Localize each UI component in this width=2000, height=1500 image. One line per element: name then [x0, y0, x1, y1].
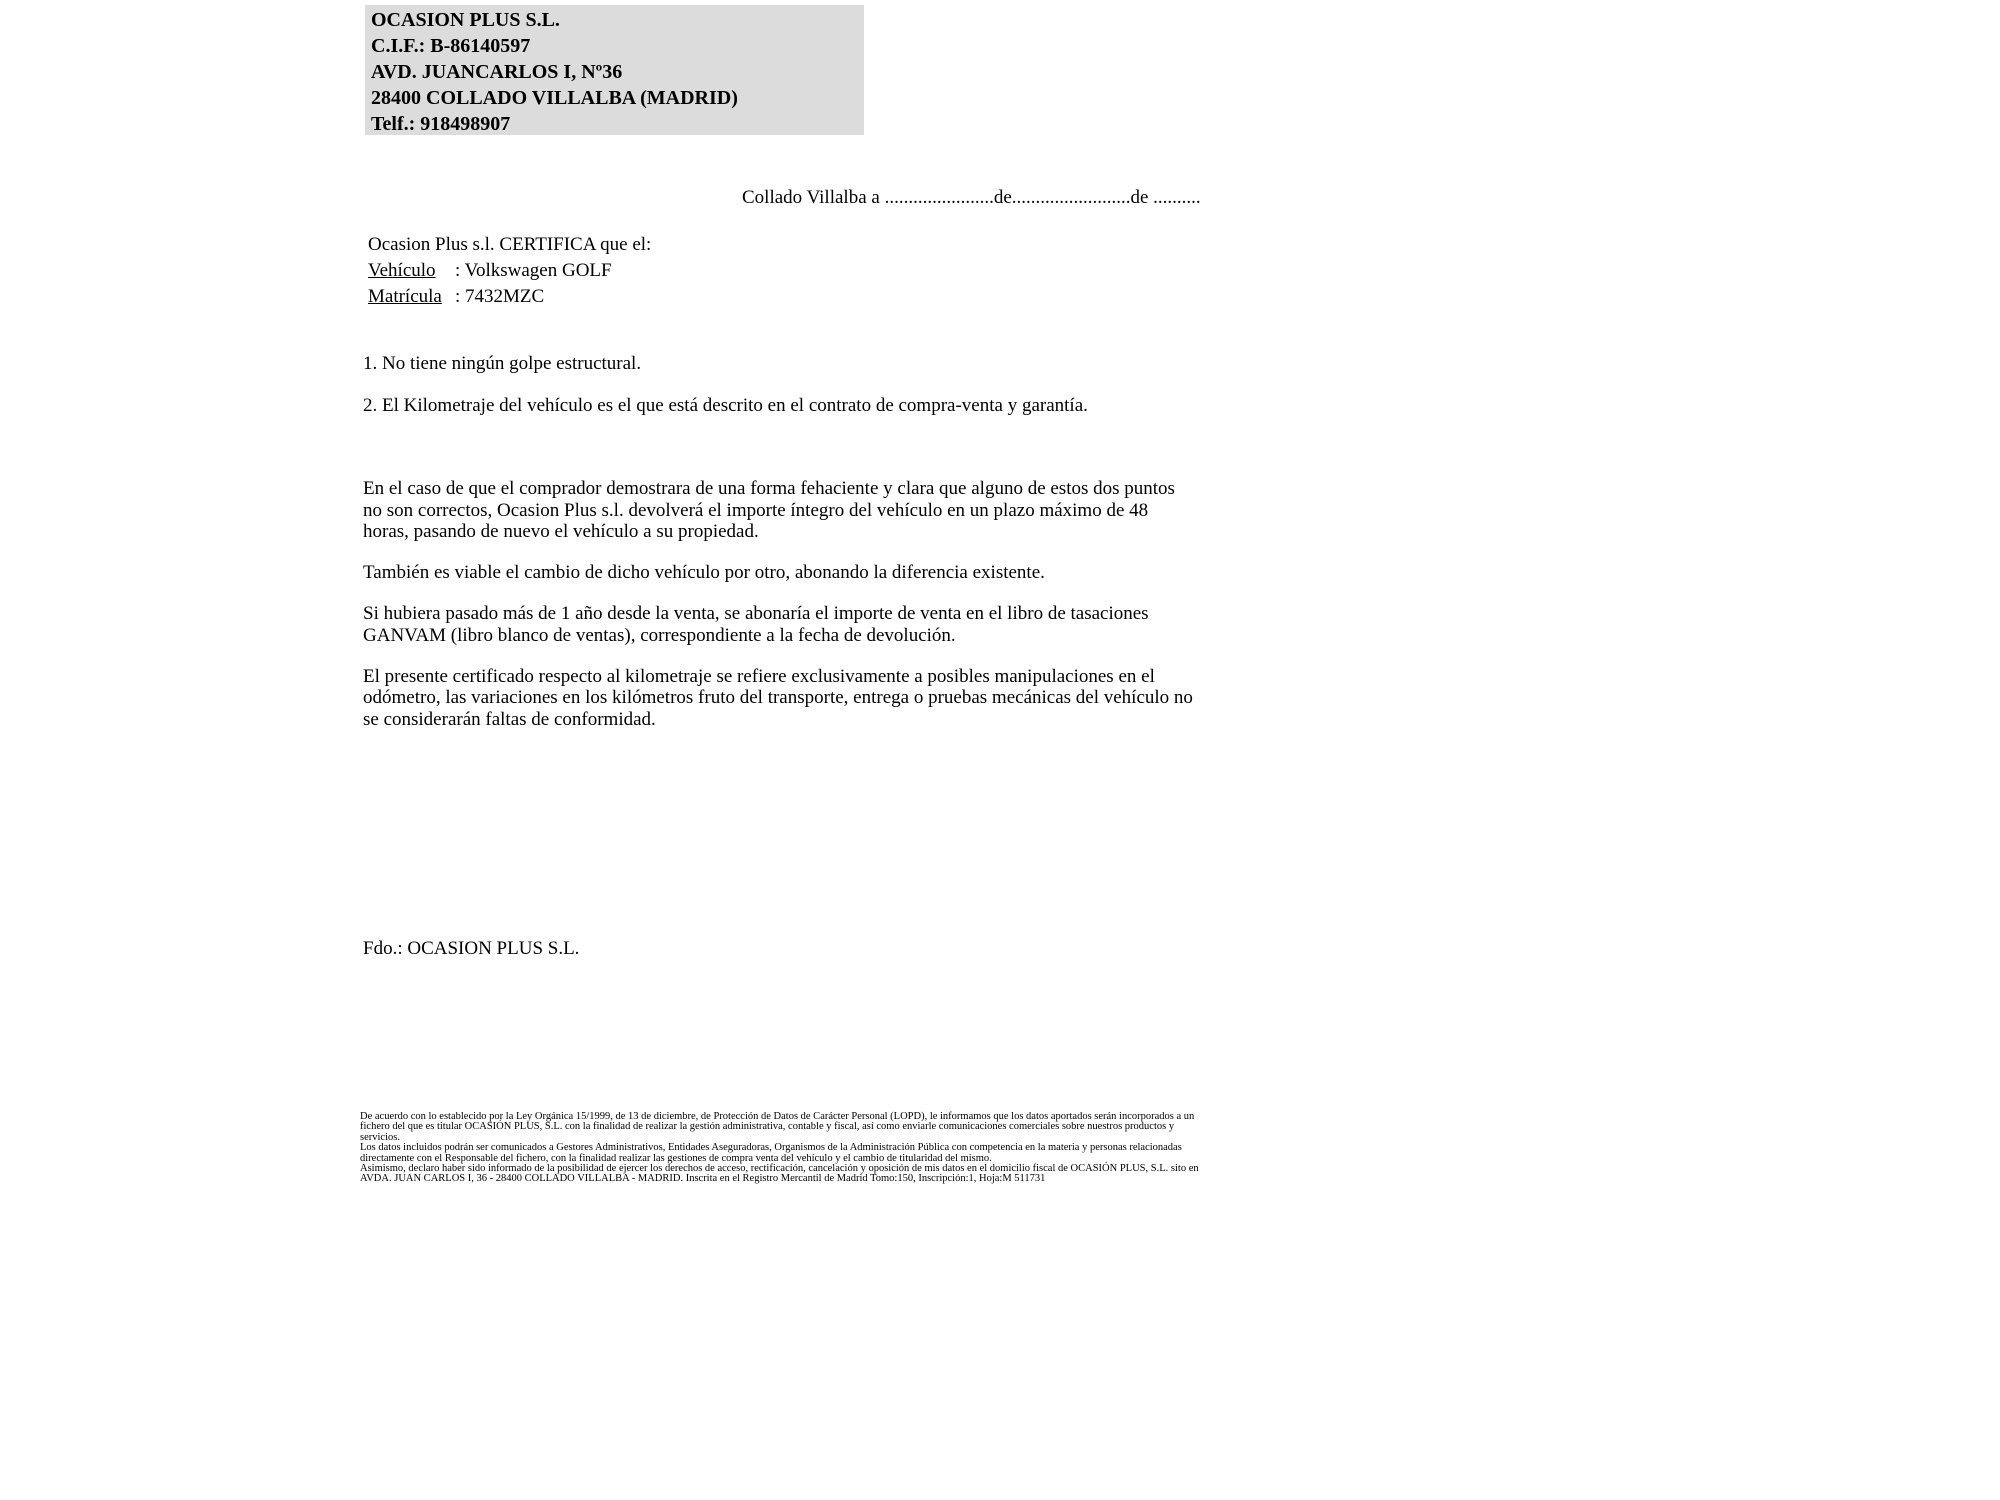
footer-lopd-notice: De acuerdo con lo establecido por la Ley Orgánica 15/1999, de 13 de diciembre, de Protección de Datos de Carácter Personal (LOPD), le informamos que los datos aportados serán incorporados a un fichero del que es titular OCASIÓN PLUS, S.L. con la finalidad de realizar la gestión administrativa, contable y fiscal, así como enviarle comunicaciones comerciales sobre nuestros productos y servicios. — [360, 1111, 1195, 1143]
company-name: OCASION PLUS S.L. — [371, 9, 560, 31]
signature-line: Fdo.: OCASION PLUS S.L. — [363, 938, 580, 959]
paragraph-ganvam-valuation: Si hubiera pasado más de 1 año desde la venta, se abonaría el importe de venta en el libro de tasaciones GANVAM (libro blanco de ventas), correspondiente a la fecha de devolución. — [363, 603, 1149, 646]
plate-label: Matrícula — [368, 286, 442, 307]
company-phone: Telf.: 918498907 — [371, 113, 511, 135]
certifies-intro: Ocasion Plus s.l. CERTIFICA que el: — [368, 234, 652, 255]
vehicle-label: Vehículo — [368, 260, 436, 281]
plate-label-column — [368, 284, 455, 310]
certified-point-1: 1. No tiene ningún golpe estructural. — [363, 353, 642, 374]
vehicle-label-column — [368, 258, 455, 284]
date-line: Collado Villalba a .......................de.........................de .......... — [742, 187, 1201, 208]
plate-line — [368, 284, 651, 310]
footer-data-sharing-notice: Los datos incluidos podrán ser comunicados a Gestores Administrativos, Entidades Aseguradoras, Organismos de la Administración Pública con competencia en la materia y personas relacionadas directamente con el Responsable del fichero, con la finalidad realizar las gestiones de compra venta del vehículo y el cambio de titularidad del mismo. — [360, 1142, 1182, 1164]
vehicle-line — [368, 258, 651, 284]
certification-block — [368, 232, 651, 310]
vehicle-value: : Volkswagen GOLF — [455, 260, 612, 281]
certified-point-2: 2. El Kilometraje del vehículo es el que está descrito en el contrato de compra-venta y garantía. — [363, 395, 1088, 416]
body-paragraphs — [363, 478, 1193, 750]
plate-value: : 7432MZC — [455, 286, 545, 307]
company-city: 28400 COLLADO VILLALBA (MADRID) — [371, 87, 738, 109]
company-cif: C.I.F.: B-86140597 — [371, 35, 531, 57]
company-header-block — [365, 5, 864, 135]
paragraph-odometer-disclaimer: El presente certificado respecto al kilometraje se refiere exclusivamente a posibles manipulaciones en el odómetro, las variaciones en los kilómetros fruto del transporte, entrega o pruebas mecánicas del vehículo no se considerarán faltas de conformidad. — [363, 665, 1193, 730]
company-address: AVD. JUANCARLOS I, Nº36 — [371, 61, 623, 83]
paragraph-refund-terms: En el caso de que el comprador demostrara de una forma fehaciente y clara que alguno de estos dos puntos no son correctos, Ocasion Plus s.l. devolverá el importe íntegro del vehículo en un plazo máximo de 48 horas, pasando de nuevo el vehículo a su propiedad. — [363, 478, 1175, 542]
paragraph-exchange-option: También es viable el cambio de dicho vehículo por otro, abonando la diferencia existente. — [363, 562, 1045, 583]
footer-rights-notice: Asimismo, declaro haber sido informado de la posibilidad de ejercer los derechos de acceso, rectificación, cancelación y oposición de mis datos en el domicilio fiscal de OCASIÓN PLUS, S.L. sito en AVDA. JUAN CARLOS I, 36 - 28400 COLLADO VILLALBA - MADRID. Inscrita en el Registro Mercantil de Madrid Tomo:150, Inscripción:1, Hoja:M 511731 — [360, 1163, 1199, 1185]
legal-footer — [360, 1112, 1202, 1185]
